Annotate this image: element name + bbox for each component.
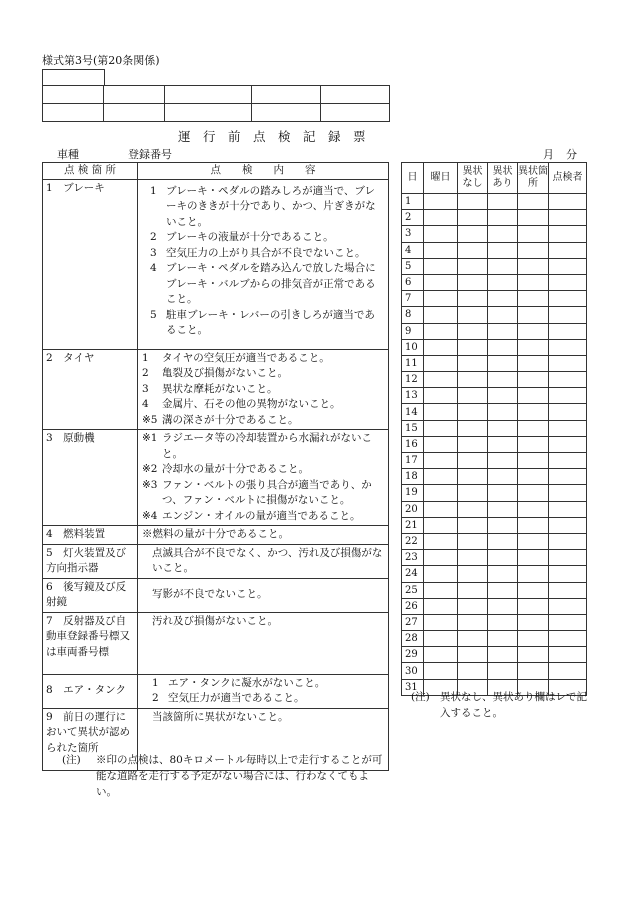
log-header-day: 日 — [402, 163, 424, 194]
log-day-cell: 30 — [402, 663, 424, 679]
check-item: 2 ブレーキの液量が十分であること。 — [150, 231, 334, 243]
log-day-cell: 4 — [402, 242, 424, 258]
log-row — [402, 226, 587, 242]
log-row — [402, 582, 587, 598]
log-weekday-cell[interactable] — [424, 210, 458, 226]
log-row — [402, 550, 587, 566]
content-cell: 写影が不良でないこと。 — [138, 578, 389, 612]
content-cell: 汚れ及び損傷がないこと。 — [138, 612, 389, 674]
log-day-cell: 10 — [402, 339, 424, 355]
log-no-abnormal-cell[interactable] — [458, 598, 488, 614]
log-day-cell: 5 — [402, 258, 424, 274]
log-row — [402, 420, 587, 436]
log-abnormal-place-cell[interactable] — [518, 258, 549, 274]
content-cell — [138, 674, 389, 708]
log-no-abnormal-cell[interactable] — [458, 226, 488, 242]
log-note-label: (注) — [411, 691, 430, 703]
log-abnormal-place-cell[interactable] — [518, 533, 549, 549]
content-cell: 点滅具合が不良でなく、かつ、汚れ及び損傷がないこと。 — [138, 544, 389, 578]
log-abnormal-place-cell[interactable] — [518, 226, 549, 242]
log-weekday-cell[interactable] — [424, 517, 458, 533]
check-item: 5 駐車ブレーキ・レバーの引きしろが適当であること。 — [150, 308, 375, 336]
inspection-table — [42, 162, 389, 771]
log-day-cell: 26 — [402, 598, 424, 614]
place-cell: 3 原動機 — [43, 430, 138, 526]
log-weekday-cell[interactable] — [424, 388, 458, 404]
log-day-cell: 11 — [402, 355, 424, 371]
log-abnormal-place-cell[interactable] — [518, 291, 549, 307]
log-inspector-cell[interactable] — [549, 598, 587, 614]
log-weekday-cell[interactable] — [424, 550, 458, 566]
log-abnormal-cell[interactable] — [488, 566, 518, 582]
minute-label: 分 — [566, 148, 577, 161]
log-abnormal-place-cell[interactable] — [518, 388, 549, 404]
log-abnormal-cell[interactable] — [488, 663, 518, 679]
log-inspector-cell[interactable] — [549, 355, 587, 371]
check-item: 1 エア・タンクに凝水がないこと。 — [152, 676, 326, 689]
log-abnormal-place-cell[interactable] — [518, 501, 549, 517]
log-row — [402, 258, 587, 274]
log-abnormal-cell[interactable] — [488, 533, 518, 549]
content-cell — [138, 349, 389, 430]
log-row — [402, 436, 587, 452]
log-day-cell: 1 — [402, 194, 424, 210]
log-inspector-cell[interactable] — [549, 420, 587, 436]
log-abnormal-cell[interactable] — [488, 372, 518, 388]
log-weekday-cell[interactable] — [424, 242, 458, 258]
log-weekday-cell[interactable] — [424, 614, 458, 630]
log-row — [402, 194, 587, 210]
log-abnormal-cell[interactable] — [488, 291, 518, 307]
log-abnormal-cell[interactable] — [488, 323, 518, 339]
vehicle-type-label: 車種 — [57, 148, 79, 161]
log-weekday-cell[interactable] — [424, 582, 458, 598]
log-weekday-cell[interactable] — [424, 501, 458, 517]
log-row — [402, 533, 587, 549]
log-no-abnormal-cell[interactable] — [458, 436, 488, 452]
place-cell: 5 灯火装置及び方向指示器 — [43, 544, 138, 578]
log-weekday-cell[interactable] — [424, 647, 458, 663]
log-abnormal-place-cell[interactable] — [518, 469, 549, 485]
content-cell: ※燃料の量が十分であること。 — [138, 526, 389, 545]
log-abnormal-cell[interactable] — [488, 339, 518, 355]
log-inspector-cell[interactable] — [549, 323, 587, 339]
daily-log-table — [401, 162, 587, 696]
log-no-abnormal-cell[interactable] — [458, 614, 488, 630]
log-inspector-cell[interactable] — [549, 517, 587, 533]
log-day-cell: 20 — [402, 501, 424, 517]
log-no-abnormal-cell[interactable] — [458, 323, 488, 339]
log-row — [402, 274, 587, 290]
log-inspector-cell[interactable] — [549, 274, 587, 290]
log-day-cell: 15 — [402, 420, 424, 436]
place-cell: 9 前日の運行において異状が認められた箇所 — [43, 708, 138, 770]
log-abnormal-place-cell[interactable] — [518, 420, 549, 436]
log-inspector-cell[interactable] — [549, 453, 587, 469]
log-inspector-cell[interactable] — [549, 501, 587, 517]
check-item: 4 金属片、石その他の異物がないこと。 — [142, 398, 341, 410]
form-number: 様式第3号(第20条関係) — [42, 54, 160, 67]
content-cell — [138, 179, 389, 349]
log-abnormal-place-cell[interactable] — [518, 453, 549, 469]
log-no-abnormal-cell[interactable] — [458, 274, 488, 290]
log-header-inspector: 点検者 — [549, 163, 587, 194]
log-no-abnormal-cell[interactable] — [458, 485, 488, 501]
log-day-cell: 23 — [402, 550, 424, 566]
log-weekday-cell[interactable] — [424, 258, 458, 274]
log-abnormal-place-cell[interactable] — [518, 517, 549, 533]
log-day-cell: 24 — [402, 566, 424, 582]
log-no-abnormal-cell[interactable] — [458, 533, 488, 549]
log-day-cell: 12 — [402, 372, 424, 388]
footnote: ※印の点検は、80キロメートル毎時以上で走行することが可能な道路を走行する予定がない場合には、行わなくてもよい。 — [96, 754, 383, 798]
log-abnormal-cell[interactable] — [488, 647, 518, 663]
log-abnormal-place-cell[interactable] — [518, 242, 549, 258]
log-weekday-cell[interactable] — [424, 566, 458, 582]
log-abnormal-place-cell[interactable] — [518, 614, 549, 630]
log-no-abnormal-cell[interactable] — [458, 388, 488, 404]
log-weekday-cell[interactable] — [424, 194, 458, 210]
footnote-label: (注) — [62, 754, 81, 766]
log-row — [402, 323, 587, 339]
page-title: 運 行 前 点 検 記 録 票 — [178, 129, 366, 144]
log-abnormal-place-cell[interactable] — [518, 404, 549, 420]
log-inspector-cell[interactable] — [549, 194, 587, 210]
log-inspector-cell[interactable] — [549, 372, 587, 388]
log-day-cell: 25 — [402, 582, 424, 598]
log-abnormal-place-cell[interactable] — [518, 631, 549, 647]
log-weekday-cell[interactable] — [424, 533, 458, 549]
log-no-abnormal-cell[interactable] — [458, 210, 488, 226]
check-item: ※5 溝の深さが十分であること。 — [142, 413, 299, 426]
log-abnormal-place-cell[interactable] — [518, 598, 549, 614]
log-inspector-cell[interactable] — [549, 436, 587, 452]
log-inspector-cell[interactable] — [549, 307, 587, 323]
log-inspector-cell[interactable] — [549, 631, 587, 647]
log-abnormal-place-cell[interactable] — [518, 582, 549, 598]
check-item: ※3 ファン・ベルトの張り具合が適当であり、かつ、ファン・ベルトに損傷がないこと。 — [142, 478, 372, 506]
content-cell: 当該箇所に異状がないこと。 — [138, 708, 389, 770]
log-abnormal-cell[interactable] — [488, 614, 518, 630]
log-no-abnormal-cell[interactable] — [458, 194, 488, 210]
place-cell: 4 燃料装置 — [43, 526, 138, 545]
log-row — [402, 355, 587, 371]
log-header-weekday: 曜日 — [424, 163, 458, 194]
log-note: 異状なし、異状あり欄はレで記入すること。 — [440, 691, 587, 719]
log-inspector-cell[interactable] — [549, 582, 587, 598]
log-abnormal-cell[interactable] — [488, 420, 518, 436]
header-content: 点 検 内 容 — [138, 163, 389, 180]
log-inspector-cell[interactable] — [549, 388, 587, 404]
log-row — [402, 339, 587, 355]
log-day-cell: 27 — [402, 614, 424, 630]
log-row — [402, 647, 587, 663]
check-item: 1 タイヤの空気圧が適当であること。 — [142, 351, 330, 364]
place-cell: 2 タイヤ — [43, 349, 138, 430]
log-inspector-cell[interactable] — [549, 533, 587, 549]
log-weekday-cell[interactable] — [424, 598, 458, 614]
log-no-abnormal-cell[interactable] — [458, 258, 488, 274]
log-row — [402, 598, 587, 614]
log-abnormal-cell[interactable] — [488, 258, 518, 274]
log-weekday-cell[interactable] — [424, 274, 458, 290]
log-weekday-cell[interactable] — [424, 226, 458, 242]
place-cell: 1 ブレーキ — [43, 179, 138, 349]
log-no-abnormal-cell[interactable] — [458, 307, 488, 323]
log-inspector-cell[interactable] — [549, 226, 587, 242]
log-weekday-cell[interactable] — [424, 663, 458, 679]
log-abnormal-cell[interactable] — [488, 517, 518, 533]
check-item: 3 空気圧力の上がり具合が不良でないこと。 — [150, 246, 366, 259]
log-weekday-cell[interactable] — [424, 436, 458, 452]
place-cell: 7 反射器及び自動車登録番号標又は車両番号標 — [43, 612, 138, 674]
log-day-cell: 13 — [402, 388, 424, 404]
log-no-abnormal-cell[interactable] — [458, 404, 488, 420]
log-no-abnormal-cell[interactable] — [458, 453, 488, 469]
log-abnormal-cell[interactable] — [488, 210, 518, 226]
log-no-abnormal-cell[interactable] — [458, 420, 488, 436]
log-abnormal-cell[interactable] — [488, 469, 518, 485]
log-header-no-abnormal: 異状なし — [458, 163, 488, 194]
content-cell — [138, 430, 389, 526]
check-item: ※2 冷却水の量が十分であること。 — [142, 463, 309, 475]
log-day-cell: 17 — [402, 453, 424, 469]
log-no-abnormal-cell[interactable] — [458, 647, 488, 663]
log-abnormal-place-cell[interactable] — [518, 210, 549, 226]
log-weekday-cell[interactable] — [424, 339, 458, 355]
check-item: 2 亀裂及び損傷がないこと。 — [142, 367, 288, 379]
log-inspector-cell[interactable] — [549, 614, 587, 630]
log-no-abnormal-cell[interactable] — [458, 242, 488, 258]
log-abnormal-place-cell[interactable] — [518, 566, 549, 582]
log-inspector-cell[interactable] — [549, 663, 587, 679]
log-row — [402, 404, 587, 420]
log-row — [402, 501, 587, 517]
log-inspector-cell[interactable] — [549, 242, 587, 258]
log-row — [402, 469, 587, 485]
log-day-cell: 19 — [402, 485, 424, 501]
log-row — [402, 291, 587, 307]
log-day-cell: 31 — [402, 679, 424, 695]
check-item: ※4 エンジン・オイルの量が適当であること。 — [142, 509, 361, 522]
log-abnormal-place-cell[interactable] — [518, 323, 549, 339]
log-inspector-cell[interactable] — [549, 404, 587, 420]
log-weekday-cell[interactable] — [424, 307, 458, 323]
log-day-cell: 18 — [402, 469, 424, 485]
log-row — [402, 372, 587, 388]
log-abnormal-place-cell[interactable] — [518, 339, 549, 355]
log-weekday-cell[interactable] — [424, 420, 458, 436]
log-weekday-cell[interactable] — [424, 631, 458, 647]
log-day-cell: 2 — [402, 210, 424, 226]
log-no-abnormal-cell[interactable] — [458, 550, 488, 566]
log-abnormal-place-cell[interactable] — [518, 485, 549, 501]
log-day-cell: 16 — [402, 436, 424, 452]
log-no-abnormal-cell[interactable] — [458, 566, 488, 582]
log-header-row — [402, 163, 587, 194]
log-row — [402, 242, 587, 258]
log-abnormal-cell[interactable] — [488, 388, 518, 404]
log-row — [402, 453, 587, 469]
log-abnormal-place-cell[interactable] — [518, 663, 549, 679]
stamp-box-top — [42, 69, 105, 86]
place-cell: 6 後写鏡及び反射鏡 — [43, 578, 138, 612]
log-row — [402, 663, 587, 679]
log-abnormal-place-cell[interactable] — [518, 372, 549, 388]
log-day-cell: 6 — [402, 274, 424, 290]
log-abnormal-place-cell[interactable] — [518, 307, 549, 323]
log-row — [402, 566, 587, 582]
log-no-abnormal-cell[interactable] — [458, 663, 488, 679]
log-day-cell: 3 — [402, 226, 424, 242]
log-abnormal-cell[interactable] — [488, 453, 518, 469]
log-no-abnormal-cell[interactable] — [458, 339, 488, 355]
log-abnormal-cell[interactable] — [488, 194, 518, 210]
log-day-cell: 14 — [402, 404, 424, 420]
log-no-abnormal-cell[interactable] — [458, 582, 488, 598]
log-weekday-cell[interactable] — [424, 469, 458, 485]
log-row — [402, 631, 587, 647]
registration-label: 登録番号 — [128, 148, 172, 161]
place-cell: 8 エア・タンク — [43, 674, 138, 708]
log-header-abnormal-place: 異状箇所 — [518, 163, 549, 194]
log-abnormal-cell[interactable] — [488, 355, 518, 371]
log-abnormal-cell[interactable] — [488, 274, 518, 290]
log-abnormal-cell[interactable] — [488, 598, 518, 614]
log-inspector-cell[interactable] — [549, 469, 587, 485]
log-weekday-cell[interactable] — [424, 485, 458, 501]
log-weekday-cell[interactable] — [424, 453, 458, 469]
log-abnormal-place-cell[interactable] — [518, 355, 549, 371]
check-item: ※1 ラジエータ等の冷却装置から水漏れがないこと。 — [142, 432, 372, 460]
log-abnormal-cell[interactable] — [488, 436, 518, 452]
month-label: 月 — [543, 148, 554, 161]
header-place: 点 検 箇 所 — [43, 163, 138, 180]
log-no-abnormal-cell[interactable] — [458, 469, 488, 485]
log-row — [402, 210, 587, 226]
log-inspector-cell[interactable] — [549, 339, 587, 355]
log-day-cell: 29 — [402, 647, 424, 663]
log-abnormal-cell[interactable] — [488, 550, 518, 566]
log-no-abnormal-cell[interactable] — [458, 631, 488, 647]
log-weekday-cell[interactable] — [424, 323, 458, 339]
log-no-abnormal-cell[interactable] — [458, 372, 488, 388]
log-weekday-cell[interactable] — [424, 404, 458, 420]
log-abnormal-cell[interactable] — [488, 242, 518, 258]
check-item: 2 空気圧力が適当であること。 — [152, 692, 305, 704]
log-weekday-cell[interactable] — [424, 291, 458, 307]
log-inspector-cell[interactable] — [549, 291, 587, 307]
log-day-cell: 7 — [402, 291, 424, 307]
log-abnormal-cell[interactable] — [488, 226, 518, 242]
log-day-cell: 22 — [402, 533, 424, 549]
log-abnormal-cell[interactable] — [488, 485, 518, 501]
log-abnormal-place-cell[interactable] — [518, 647, 549, 663]
log-abnormal-place-cell[interactable] — [518, 436, 549, 452]
log-abnormal-cell[interactable] — [488, 307, 518, 323]
stamp-boxes — [42, 85, 390, 122]
log-day-cell: 9 — [402, 323, 424, 339]
log-inspector-cell[interactable] — [549, 485, 587, 501]
log-row — [402, 388, 587, 404]
log-abnormal-place-cell[interactable] — [518, 274, 549, 290]
log-header-abnormal: 異状あり — [488, 163, 518, 194]
log-no-abnormal-cell[interactable] — [458, 291, 488, 307]
log-inspector-cell[interactable] — [549, 647, 587, 663]
log-abnormal-cell[interactable] — [488, 631, 518, 647]
log-day-cell: 8 — [402, 307, 424, 323]
log-abnormal-cell[interactable] — [488, 501, 518, 517]
check-item: 1 ブレーキ・ペダルの踏みしろが適当で、ブレーキのききが十分であり、かつ、片ぎきがないこと。 — [150, 184, 376, 228]
log-inspector-cell[interactable] — [549, 210, 587, 226]
log-row — [402, 614, 587, 630]
log-day-cell: 28 — [402, 631, 424, 647]
check-item: 4 ブレーキ・ペダルを踏み込んで放した場合にブレーキ・バルブからの排気音が正常であること。 — [150, 262, 376, 305]
log-abnormal-cell[interactable] — [488, 582, 518, 598]
log-row — [402, 485, 587, 501]
log-no-abnormal-cell[interactable] — [458, 501, 488, 517]
log-no-abnormal-cell[interactable] — [458, 517, 488, 533]
check-item: 3 異状な摩耗がないこと。 — [142, 382, 278, 395]
log-abnormal-place-cell[interactable] — [518, 550, 549, 566]
log-abnormal-cell[interactable] — [488, 404, 518, 420]
log-weekday-cell[interactable] — [424, 372, 458, 388]
log-inspector-cell[interactable] — [549, 566, 587, 582]
log-abnormal-place-cell[interactable] — [518, 194, 549, 210]
log-row — [402, 307, 587, 323]
log-row — [402, 517, 587, 533]
log-weekday-cell[interactable] — [424, 355, 458, 371]
log-no-abnormal-cell[interactable] — [458, 355, 488, 371]
log-inspector-cell[interactable] — [549, 550, 587, 566]
log-inspector-cell[interactable] — [549, 258, 587, 274]
log-day-cell: 21 — [402, 517, 424, 533]
